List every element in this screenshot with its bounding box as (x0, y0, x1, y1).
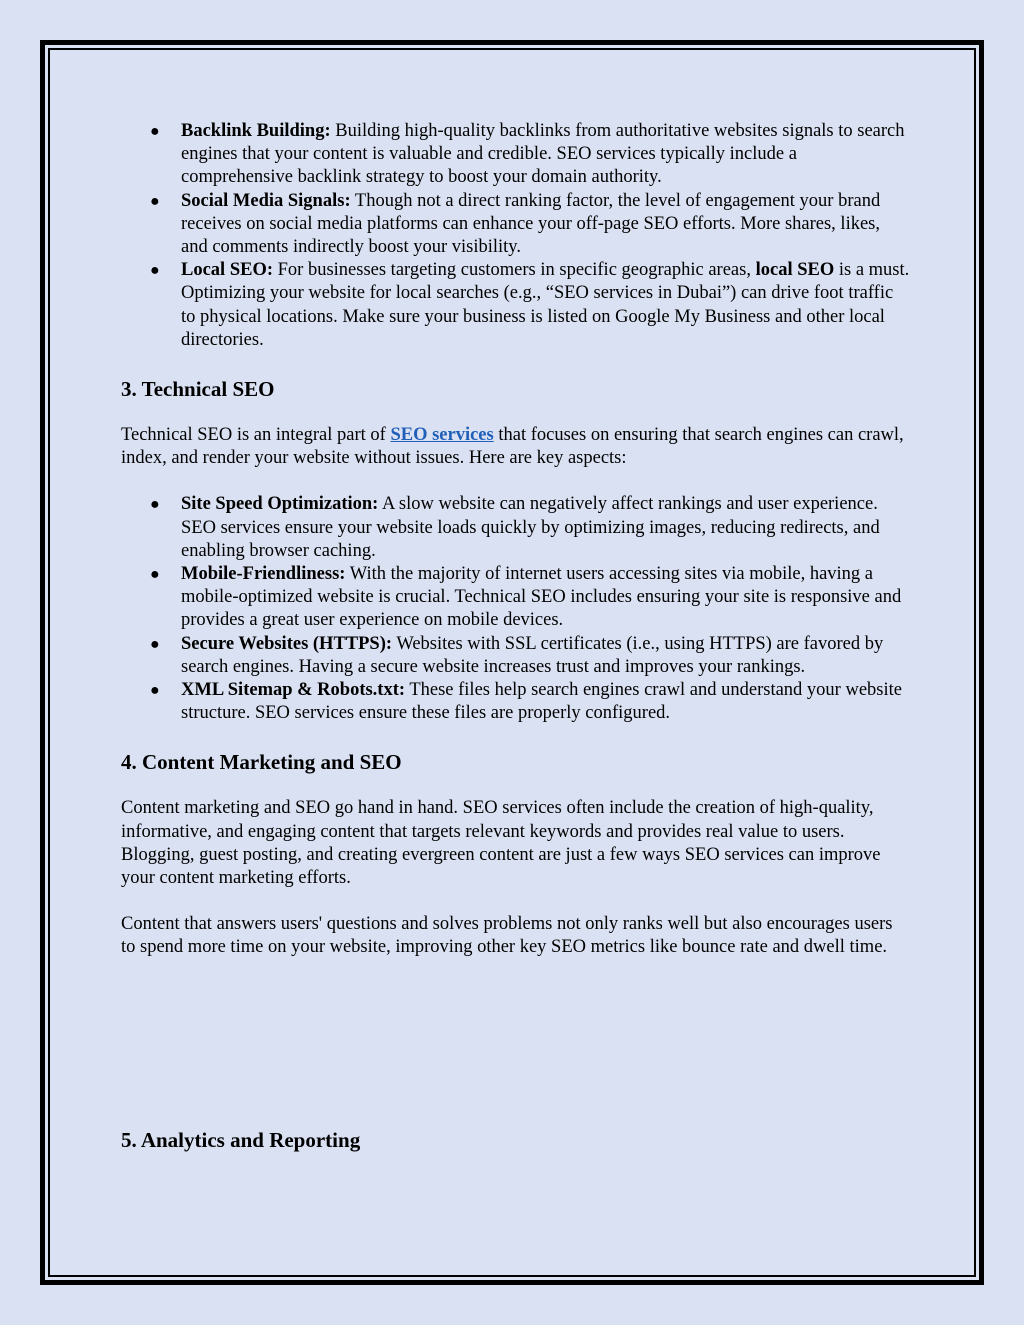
bullet-icon: ● (150, 682, 160, 700)
technical-seo-list (121, 493, 911, 725)
bullet-icon: ● (150, 635, 160, 653)
list-item-local-seo (150, 259, 911, 352)
item-text: With the majority of internet users accessing sites via mobile, having a mobile-optimized website is crucial. Technical SEO includes ensuring your site is responsive and provides a great user experience on mobile devices. (181, 564, 902, 631)
item-title: Mobile-Friendliness: (181, 564, 346, 585)
bullet-icon: ● (150, 566, 160, 584)
list-item-xml-sitemap (150, 679, 911, 725)
offpage-list (121, 120, 911, 352)
item-text: Though not a direct ranking factor, the level of engagement your brand receives on social media platforms can enhance your off-page SEO efforts. More shares, likes, and comments indirectly boost your visibility. (181, 190, 881, 258)
section-heading-technical-seo: 3. Technical SEO (121, 377, 275, 402)
section-intro-paragraph (121, 424, 911, 470)
list-item-mobile-friendliness (150, 563, 911, 633)
list-item-backlink-building (150, 120, 911, 190)
bullet-icon: ● (150, 262, 160, 280)
bullet-icon: ● (150, 123, 160, 140)
item-text: Building high-quality backlinks from authoritative websites signals to search engines that your content is valuable and credible. SEO services typically include a comprehensive backlink strategy to boost your domain authority. (181, 121, 905, 188)
content-marketing-paragraph-1: Content marketing and SEO go hand in hand. SEO services often include the creation of high-quality, informative, and engaging content that targets relevant keywords and provides real value to users. Blogging, guest posting, and creating evergreen content are just a few ways SEO services can improve your content marketing efforts. (121, 798, 881, 889)
section-heading-analytics: 5. Analytics and Reporting (121, 1128, 361, 1152)
document-content (121, 120, 911, 1152)
item-title: Local SEO: (181, 260, 273, 281)
item-text-cont: is a must. Optimizing your website for local searches (e.g., “SEO services in Dubai”) can drive foot traffic to physical locations. Make sure your business is listed on Google My Business and other local directories. (181, 260, 910, 350)
item-bold-term: local SEO (755, 260, 835, 281)
item-title: Secure Websites (HTTPS): (181, 633, 393, 654)
seo-services-link[interactable]: SEO services (390, 425, 494, 446)
list-item-secure-websites (150, 633, 911, 679)
intro-text: Technical SEO is an integral part of (121, 425, 391, 446)
content-marketing-paragraph-2: Content that answers users' questions and solves problems not only ranks well but also encourages users to spend more time on your website, improving other key SEO metrics like bounce rate and dwell time. (121, 914, 893, 958)
item-text: For businesses targeting customers in specific geographic areas, (273, 260, 756, 281)
list-item-social-media-signals (150, 190, 911, 260)
item-text: These files help search engines crawl and understand your website structure. SEO services ensure these files are properly configured. (181, 680, 902, 724)
item-title: Site Speed Optimization: (181, 494, 379, 515)
bullet-icon: ● (150, 496, 160, 514)
section-heading-content-marketing: 4. Content Marketing and SEO (121, 750, 402, 775)
bullet-icon: ● (150, 192, 160, 210)
item-title: Backlink Building: (181, 121, 331, 141)
intro-text-cont: that focuses on ensuring that search engines can crawl, index, and render your website without issues. Here are key aspects: (121, 425, 904, 469)
item-title: XML Sitemap & Robots.txt: (181, 680, 406, 701)
item-text: A slow website can negatively affect rankings and user experience. SEO services ensure your website loads quickly by optimizing images, reducing redirects, and enabling browser caching. (181, 494, 880, 561)
item-text: Websites with SSL certificates (i.e., using HTTPS) are favored by search engines. Having a secure website increases trust and improves your rankings. (181, 633, 884, 677)
list-item-site-speed (150, 493, 911, 563)
item-title: Social Media Signals: (181, 190, 351, 211)
